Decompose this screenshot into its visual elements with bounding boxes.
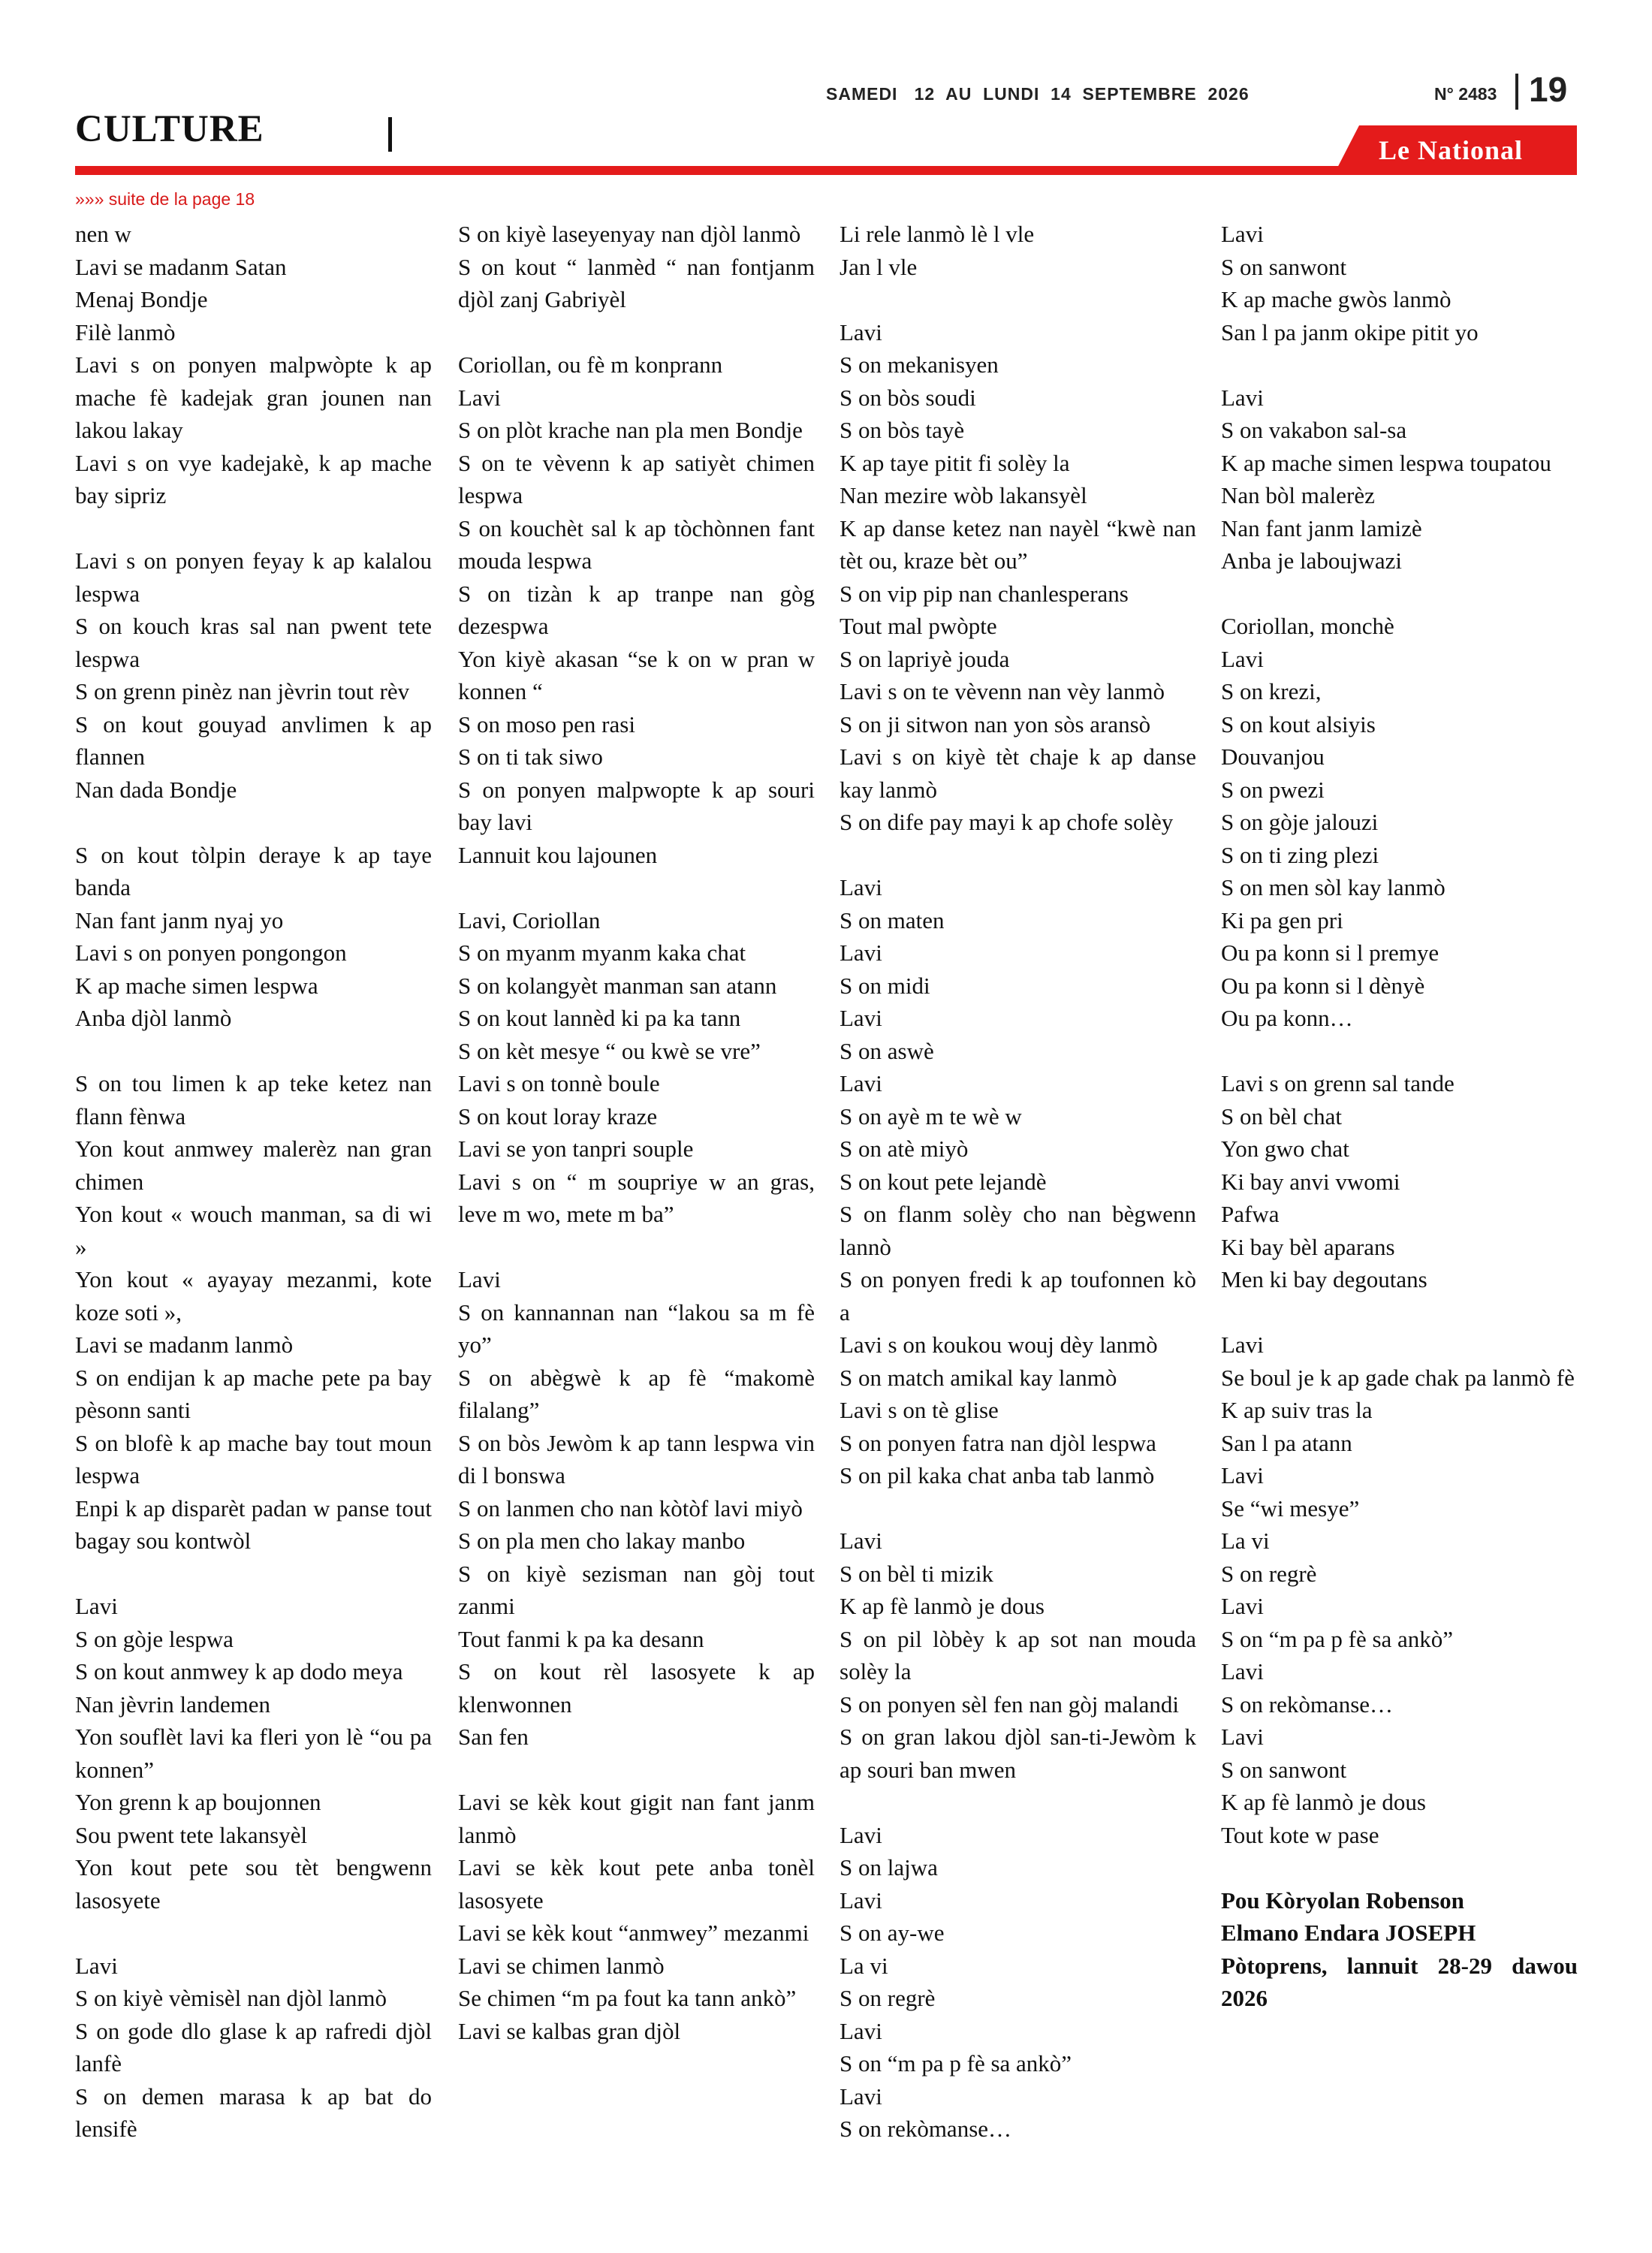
poem-line: S on regrè [1221, 1560, 1317, 1587]
poem-line: S on tizàn k ap tranpe nan gòg dezespwa [458, 580, 815, 639]
poem-line: Anba je laboujwazi [1221, 547, 1403, 574]
poem-line: Lavi s on ponyen pongongon [75, 940, 347, 966]
poem-line: S on rekòmanse… [1221, 1691, 1394, 1718]
poem-line: Se chimen “m pa fout ka tann ankò” [458, 1985, 797, 2011]
poem-line: Menaj Bondje [75, 286, 208, 312]
poem-line: Lavi [840, 874, 882, 900]
stanza-break [75, 1035, 432, 1068]
poem-line: S on vip pip nan chanlesperans [840, 580, 1129, 607]
poem-line: Li rele lanmò lè l vle [840, 221, 1035, 247]
poem-line: Lavi s on ponyen malpwòpte k ap mache fè kadejak gran jounen nan lakou lakay [75, 351, 432, 443]
poem-line: S on kout tòlpin deraye k ap taye banda [75, 841, 432, 900]
poem-line: Lavi se kalbas gran djòl [458, 2017, 681, 2044]
poem-line: S on regrè [840, 1985, 936, 2011]
section-title: CULTURE [75, 108, 264, 150]
poem-line: Lavi s on ponyen feyay k ap kalalou lespwa [75, 547, 432, 607]
poem-line: S on endijan k ap mache pete pa bay pèsonn santi [75, 1364, 432, 1423]
poem-line: Yon kout « wouch manman, sa di wi » [75, 1201, 432, 1260]
poem-line: S on lanmen cho nan kòtòf lavi miyò [458, 1494, 803, 1522]
poem-line: S on grenn pinèz nan jèvrin tout rèv [75, 678, 410, 704]
poem-line: S on pil kaka chat anba tab lanmò [840, 1462, 1155, 1488]
issue-number: N° 2483 [1434, 84, 1497, 104]
poem-line: S on rekòmanse… [840, 2116, 1012, 2142]
poem-line: Lavi s on vye kadejakè, k ap mache bay sipriz [75, 449, 432, 508]
poem-line: K ap fè lanmò je dous [1221, 1789, 1426, 1815]
poem-line: K ap mache gwòs lanmò [1221, 286, 1452, 312]
poem-line: S on pwezi [1221, 776, 1325, 803]
poem-line: Lavi [840, 1887, 882, 1914]
poem-line: Sou pwent tete lakansyèl [75, 1821, 308, 1848]
poem-line: S on bòs soudi [840, 384, 976, 411]
stanza-break [75, 1917, 432, 1950]
poem-line: S on gòje lespwa [75, 1625, 234, 1652]
section-title-bar [388, 117, 392, 152]
text-column-3 [840, 218, 1196, 2146]
poem-line: K ap mache simen lespwa toupatou [1221, 449, 1551, 476]
poem-line: La vi [1221, 1528, 1270, 1554]
stanza-break [1221, 1851, 1578, 1884]
poem-line: S on myanm myanm kaka chat [458, 940, 746, 966]
poem-line: Lavi [840, 1005, 882, 1031]
poem-line: S on kout loray kraze [458, 1102, 658, 1130]
poem-line: S on ay-we [840, 1920, 945, 1946]
signature-line: Elmano Endara JOSEPH [1221, 1920, 1476, 1946]
poem-line: Lavi [75, 1593, 118, 1619]
poem-line: Lavi [1221, 645, 1264, 672]
poem-line: Coriollan, monchè [1221, 613, 1394, 639]
poem-line: S on ponyen malpwopte k ap souri bay lavi [458, 776, 815, 835]
poem-line: Lavi [840, 318, 882, 345]
poem-line: Ki pa gen pri [1221, 906, 1343, 933]
poem-line: Lavi [840, 2017, 882, 2044]
poem-line: S on ponyen fredi k ap toufonnen kò a [840, 1266, 1196, 1326]
poem-line: Lavi s on koukou wouj dèy lanmò [840, 1332, 1158, 1358]
poem-line: Yon kout « ayayay mezanmi, kote koze soti », [75, 1266, 432, 1326]
text-column-2 [458, 218, 815, 2047]
poem-line: S on pil lòbèy k ap sot nan mouda solèy la [840, 1625, 1196, 1684]
poem-line: Lavi [1221, 1462, 1264, 1488]
poem-line: Yon souflèt lavi ka fleri yon lè “ou pa konnen” [75, 1724, 432, 1783]
red-rule [75, 166, 1577, 175]
stanza-break [1221, 1035, 1578, 1068]
poem-line: nen w [75, 221, 131, 247]
poem-line: S on bòs Jewòm k ap tann lespwa vin di l bonswa [458, 1429, 815, 1488]
poem-line: Coriollan, ou fè m konprann [458, 351, 723, 378]
poem-line: Yon gwo chat [1221, 1136, 1349, 1162]
poem-line: S on ti zing plezi [1221, 841, 1379, 868]
poem-line: S on kout rèl lasosyete k ap klenwonnen [458, 1658, 815, 1718]
poem-line: San l pa janm okipe pitit yo [1221, 318, 1479, 345]
stanza-break [1221, 578, 1578, 611]
poem-line: Lavi s on tonnè boule [458, 1070, 660, 1096]
poem-line: Tout fanmi k pa ka desann [458, 1625, 704, 1652]
poem-line: S on ponyen sèl fen nan gòj malandi [840, 1691, 1179, 1718]
poem-line: San l pa atann [1221, 1429, 1352, 1456]
poem-line: S on lajwa [840, 1854, 938, 1881]
poem-line: Ki bay bèl aparans [1221, 1233, 1395, 1260]
poem-line: K ap taye pitit fi solèy la [840, 449, 1070, 476]
poem-line: Lavi [1221, 384, 1264, 411]
poem-line: Nan fant janm lamizè [1221, 514, 1422, 541]
poem-line: Lavi, Coriollan [458, 906, 601, 933]
poem-line: S on kolangyèt manman san atann [458, 972, 777, 999]
poem-line: Lavi se madanm lanmò [75, 1332, 294, 1358]
poem-line: S on blofè k ap mache bay tout moun lespwa [75, 1429, 432, 1488]
stanza-break [840, 839, 1196, 872]
stanza-break [458, 316, 815, 349]
poem-line: Ou pa konn… [1221, 1005, 1353, 1031]
poem-line: Men ki bay degoutans [1221, 1266, 1427, 1292]
poem-line: K ap mache simen lespwa [75, 972, 318, 999]
brand-name: Le National [1379, 135, 1524, 165]
signature-line: Pou Kòryolan Robenson [1221, 1887, 1464, 1914]
poem-line: Yon kout anmwey malerèz nan gran chimen [75, 1136, 432, 1195]
poem-line: S on krezi, [1221, 678, 1322, 704]
poem-line: K ap fè lanmò je dous [840, 1593, 1045, 1619]
poem-line: Lavi s on grenn sal tande [1221, 1070, 1455, 1096]
poem-line: Lavi [1221, 1724, 1264, 1750]
poem-line: Lavi se kèk kout pete anba tonèl lasosyete [458, 1854, 815, 1914]
poem-line: S on ji sitwon nan yon sòs aransò [840, 710, 1151, 737]
poem-line: S on kèt mesye “ ou kwè se vre” [458, 1037, 761, 1064]
poem-line: S on bèl ti mizik [840, 1560, 993, 1587]
poem-line: S on abègwè k ap fè “makomè filalang” [458, 1364, 815, 1423]
poem-line: Jan l vle [840, 253, 918, 280]
poem-line: Lavi [840, 1528, 882, 1554]
poem-line: S on “m pa p fè sa ankò” [1221, 1625, 1454, 1652]
signature-line: Pòtoprens, lannuit 28-29 dawou 2026 [1221, 1952, 1578, 2011]
stanza-break [75, 1558, 432, 1591]
poem-line: S on gode dlo glase k ap rafredi djòl lanfè [75, 2017, 432, 2077]
stanza-break [458, 1754, 815, 1787]
stanza-break [840, 1492, 1196, 1525]
poem-line: S on moso pen rasi [458, 710, 635, 737]
stanza-break [1221, 1296, 1578, 1329]
poem-line: S on demen marasa k ap bat do lensifè [75, 2083, 432, 2142]
poem-line: Lavi [840, 940, 882, 966]
page-number: 19 [1529, 70, 1568, 109]
poem-line: K ap danse ketez nan nayèl “kwè nan tèt ou, kraze bèt ou” [840, 514, 1196, 574]
poem-line: S on sanwont [1221, 253, 1347, 280]
stanza-break [458, 871, 815, 904]
poem-line: Lavi se kèk kout “anmwey” mezanmi [458, 1920, 809, 1946]
poem-line: Lavi s on te vèvenn nan vèy lanmò [840, 678, 1165, 704]
poem-line: La vi [840, 1952, 888, 1979]
poem-line: Ou pa konn si l dènyè [1221, 972, 1425, 999]
poem-line: Lavi se chimen lanmò [458, 1952, 665, 1979]
poem-line: San fen [458, 1724, 529, 1750]
poem-line: S on kout pete lejandè [840, 1168, 1047, 1195]
poem-line: Enpi k ap disparèt padan w panse tout bagay sou kontwòl [75, 1494, 432, 1554]
poem-line: Nan jèvrin landemen [75, 1691, 270, 1718]
poem-line: S on match amikal kay lanmò [840, 1364, 1117, 1391]
poem-line: Lavi [1221, 221, 1264, 247]
poem-line: Anba djòl lanmò [75, 1005, 232, 1031]
poem-line: S on lapriyè jouda [840, 645, 1010, 672]
poem-line: S on tou limen k ap teke ketez nan flann fènwa [75, 1070, 432, 1130]
poem-line: Se boul je k ap gade chak pa lanmò fè [1221, 1364, 1575, 1391]
poem-line: Lavi [458, 384, 501, 411]
poem-line: Lavi [1221, 1658, 1264, 1684]
poem-line: S on kiyè laseyenyay nan djòl lanmò [458, 221, 801, 247]
poem-line: Filè lanmò [75, 318, 176, 345]
header-date: SAMEDI 12 AU LUNDI 14 SEPTEMBRE 2026 [826, 84, 1250, 104]
poem-line: S on “m pa p fè sa ankò” [840, 2050, 1072, 2077]
poem-line: Ou pa konn si l premye [1221, 940, 1439, 966]
poem-line: S on mekanisyen [840, 351, 999, 378]
poem-line: Douvanjou [1221, 743, 1325, 770]
poem-line: S on te vèvenn k ap satiyèt chimen lespwa [458, 449, 815, 508]
poem-line: Yon grenn k ap boujonnen [75, 1789, 321, 1815]
poem-line: Yon kout pete sou tèt bengwenn lasosyete [75, 1854, 432, 1914]
poem-line: Lavi s on “ m soupriye w an gras, leve m wo, mete m ba” [458, 1168, 815, 1227]
poem-line: Nan mezire wòb lakansyèl [840, 482, 1087, 508]
poem-line: S on kout lannèd ki pa ka tann [458, 1005, 741, 1031]
poem-line: S on kannannan nan “lakou sa m fè yo” [458, 1298, 815, 1358]
poem-line: S on maten [840, 906, 945, 933]
poem-line: Ki bay anvi vwomi [1221, 1168, 1400, 1195]
poem-line: Lavi se kèk kout gigit nan fant janm lanmò [458, 1789, 815, 1848]
poem-line: S on pla men cho lakay manbo [458, 1528, 746, 1554]
stanza-break [75, 806, 432, 839]
poem-line: Lavi [840, 1070, 882, 1096]
stanza-break [1221, 348, 1578, 382]
poem-line: Nan fant janm nyaj yo [75, 906, 284, 933]
poem-line: S on midi [840, 972, 930, 999]
poem-line: Lavi [840, 1821, 882, 1848]
poem-line: S on kout gouyad anvlimen k ap flannen [75, 710, 432, 770]
poem-line: Tout mal pwòpte [840, 613, 997, 639]
poem-line: S on dife pay mayi k ap chofe solèy [840, 809, 1174, 835]
poem-line: S on kiyè vèmisèl nan djòl lanmò [75, 1985, 387, 2011]
poem-line: S on plòt krache nan pla men Bondje [458, 417, 803, 443]
poem-line: S on aswè [840, 1037, 934, 1064]
poem-line: S on ti tak siwo [458, 743, 603, 770]
poem-line: S on kiyè sezisman nan gòj tout zanmi [458, 1560, 815, 1619]
poem-line: Lannuit kou lajounen [458, 841, 658, 868]
stanza-break [75, 512, 432, 545]
text-column-1 [75, 218, 432, 2146]
poem-line: S on flanm solèy cho nan bègwenn lannò [840, 1201, 1196, 1260]
poem-line: Lavi [75, 1952, 118, 1979]
poem-line: Lavi [1221, 1332, 1264, 1358]
poem-line: Pafwa [1221, 1201, 1280, 1227]
poem-line: Lavi se yon tanpri souple [458, 1136, 694, 1162]
poem-line: Lavi s on kiyè tèt chaje k ap danse kay lanmò [840, 743, 1196, 803]
poem-line: Lavi [458, 1266, 501, 1292]
poem-line: Lavi s on tè glise [840, 1397, 999, 1423]
poem-line: S on vakabon sal-sa [1221, 417, 1407, 443]
poem-line: S on bòs tayè [840, 417, 965, 443]
text-column-4 [1221, 218, 1578, 2015]
poem-line: S on bèl chat [1221, 1102, 1342, 1130]
poem-line: Tout kote w pase [1221, 1821, 1379, 1848]
poem-line: S on atè miyò [840, 1136, 969, 1162]
poem-line: K ap suiv tras la [1221, 1397, 1373, 1423]
poem-line: Lavi [840, 2083, 882, 2110]
poem-line: S on sanwont [1221, 1756, 1347, 1783]
poem-line: S on kouch kras sal nan pwent tete lespwa [75, 613, 432, 672]
stanza-break [840, 283, 1196, 316]
poem-line: S on men sòl kay lanmò [1221, 874, 1446, 900]
poem-line: S on gran lakou djòl san-ti-Jewòm k ap souri ban mwen [840, 1724, 1196, 1783]
poem-line: Nan dada Bondje [75, 776, 237, 803]
poem-line: S on kouchèt sal k ap tòchònnen fant mouda lespwa [458, 514, 815, 574]
poem-line: Lavi [1221, 1593, 1264, 1619]
poem-line: Yon kiyè akasan “se k on w pran w konnen “ [458, 645, 815, 704]
poem-line: Lavi se madanm Satan [75, 253, 287, 280]
poem-line: S on kout alsiyis [1221, 710, 1376, 737]
header-divider [1515, 74, 1518, 110]
poem-line: S on ponyen fatra nan djòl lespwa [840, 1429, 1156, 1456]
continuation-note: »»» suite de la page 18 [75, 189, 255, 209]
poem-line: S on gòje jalouzi [1221, 809, 1379, 835]
poem-line: S on ayè m te wè w [840, 1102, 1022, 1130]
stanza-break [840, 1786, 1196, 1819]
poem-line: Se “wi mesye” [1221, 1494, 1360, 1522]
stanza-break [458, 1231, 815, 1264]
poem-line: Nan bòl malerèz [1221, 482, 1375, 508]
poem-line: S on kout “ lanmèd “ nan fontjanm djòl zanj Gabriyèl [458, 253, 815, 312]
poem-line: S on kout anmwey k ap dodo meya [75, 1658, 403, 1684]
